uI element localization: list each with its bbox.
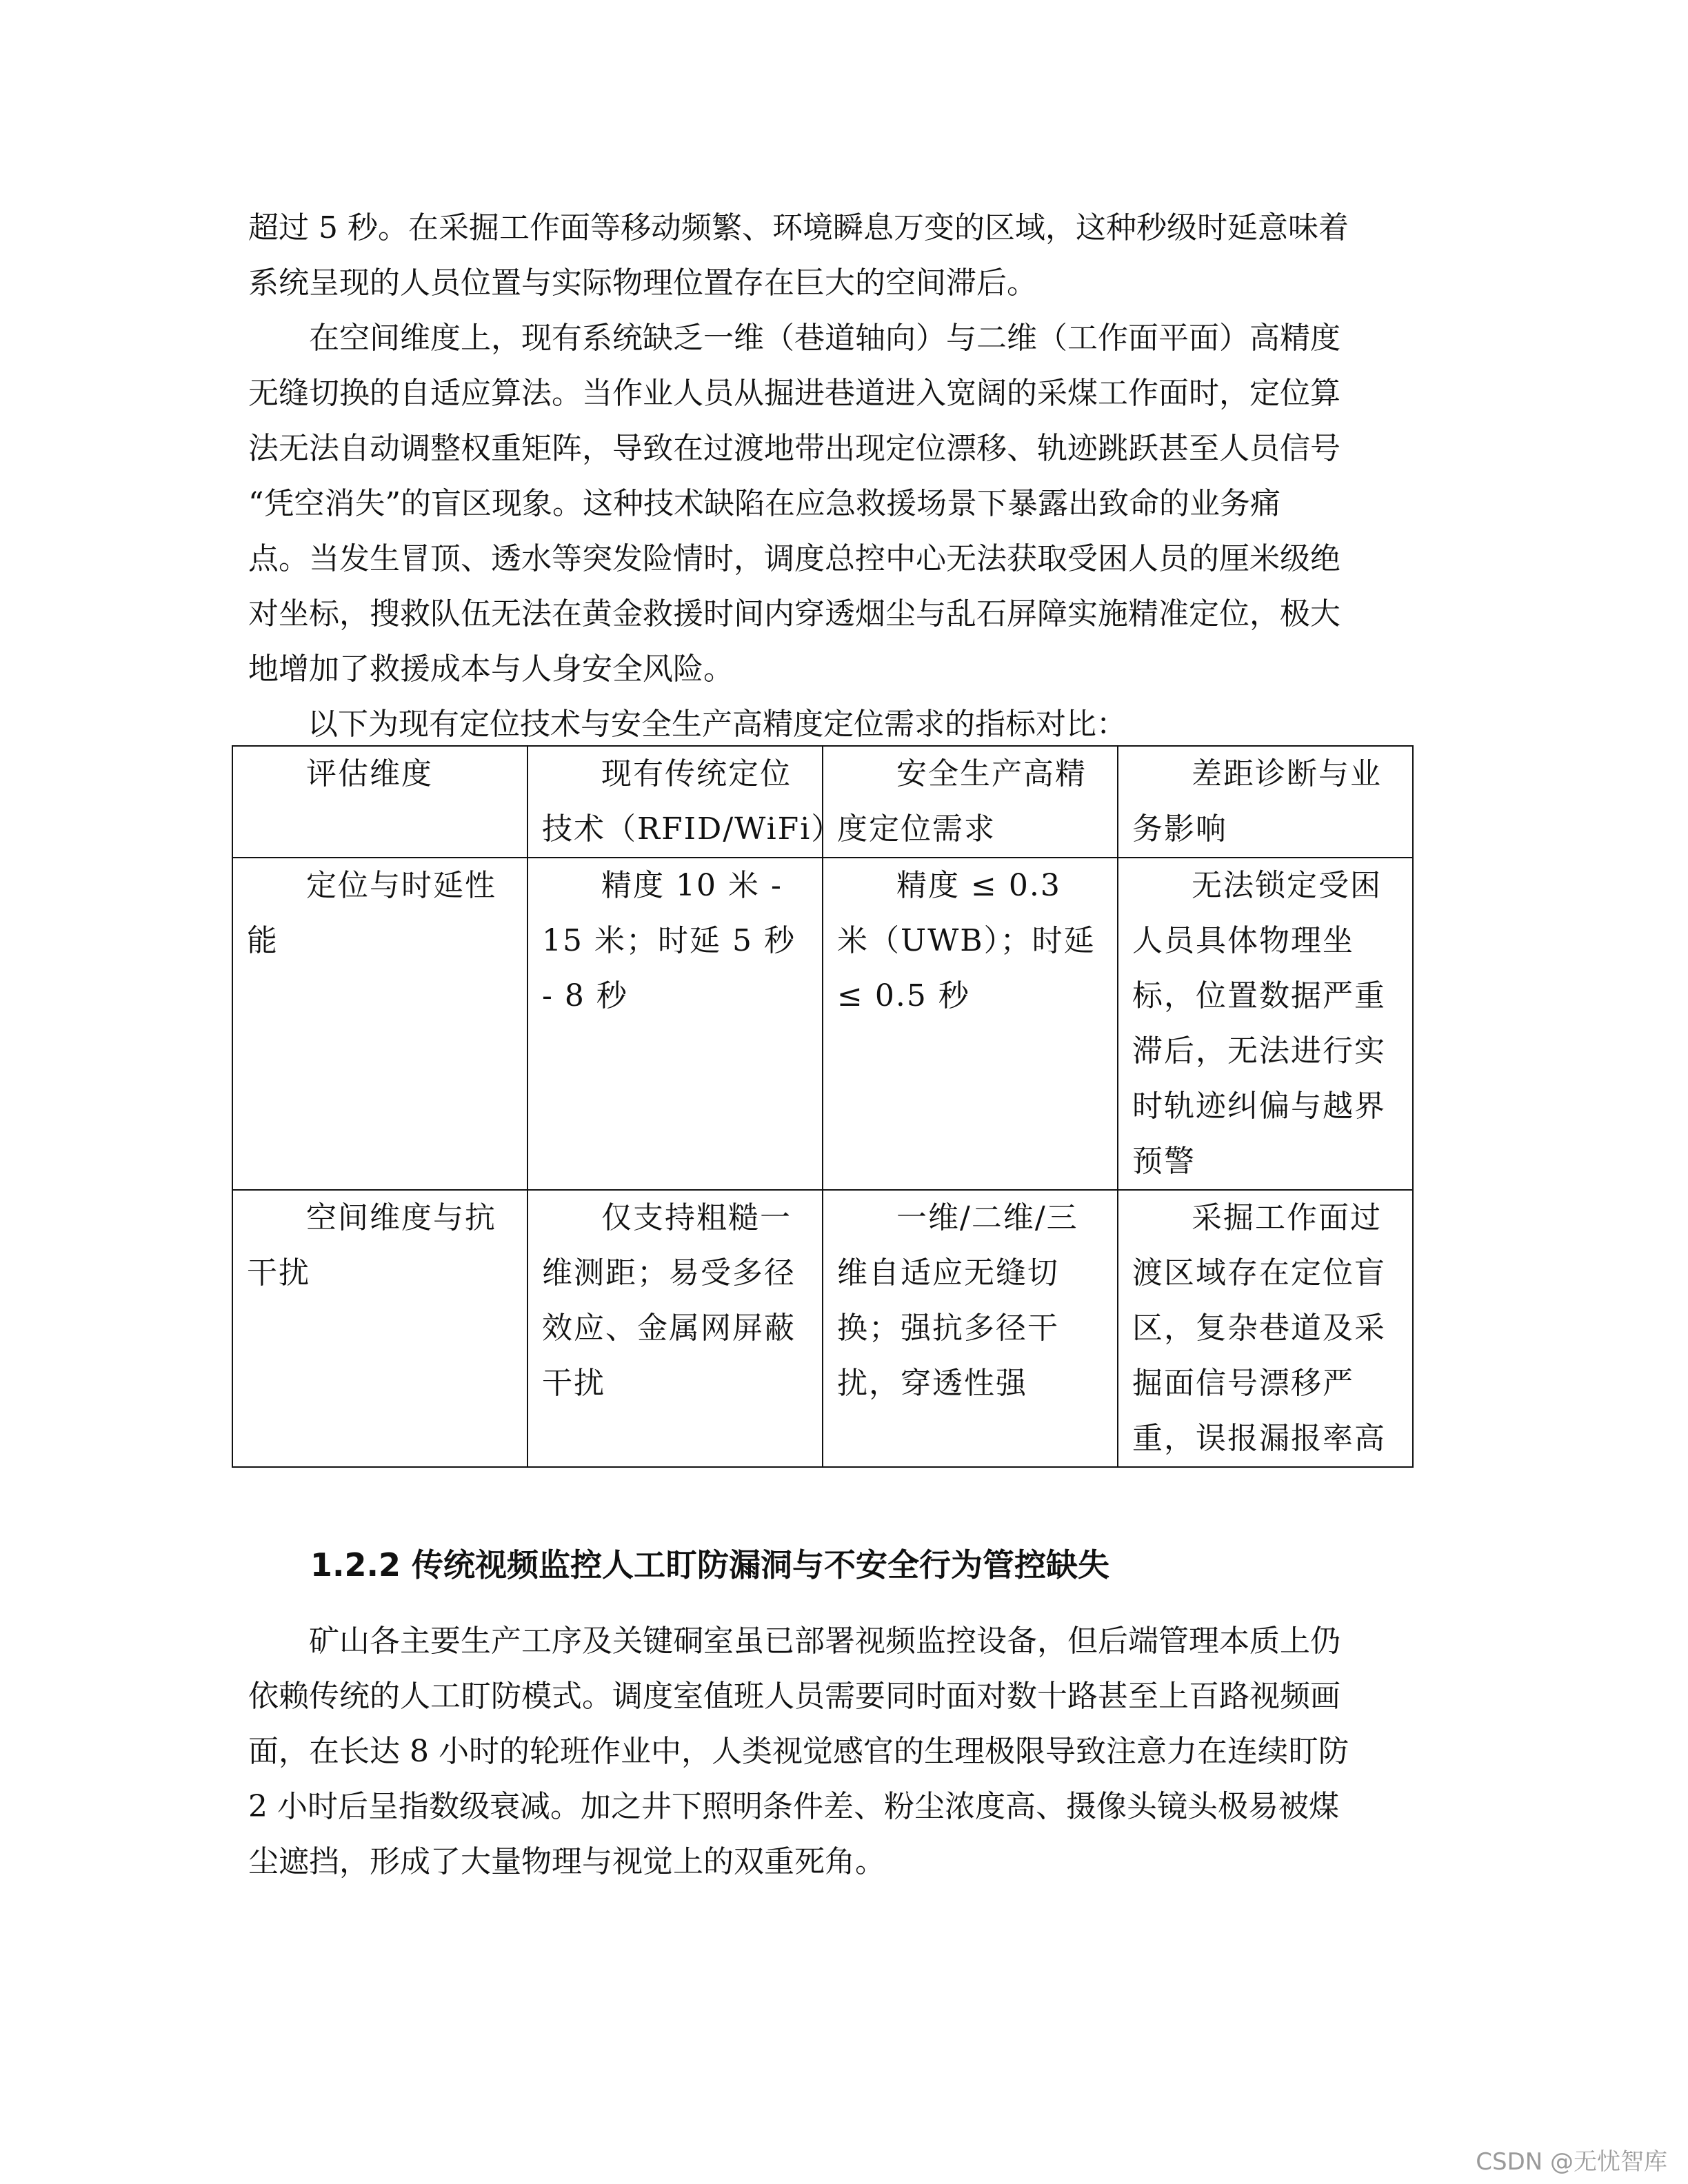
table-row	[232, 1190, 1413, 1467]
paragraph-line: 面，在长达 8 小时的轮班作业中，人类视觉感官的生理极限导致注意力在连续盯防	[248, 1734, 1349, 1769]
header-cell-requirement	[823, 746, 1118, 858]
paragraph-line: 对坐标，搜救队伍无法在黄金救援时间内穿透烟尘与乱石屏障实施精准定位，极大	[248, 596, 1340, 631]
table-intro-text: 以下为现有定位技术与安全生产高精度定位需求的指标对比：	[308, 707, 1127, 742]
cell-text: 精度 ≤ 0.3	[896, 868, 1061, 903]
comparison-table	[232, 745, 1414, 1468]
cell-text: 标，位置数据严重	[1132, 978, 1386, 1013]
table-cell	[528, 858, 823, 1190]
paragraph-2	[248, 311, 1429, 697]
cell-text: 定位与时延性	[306, 868, 496, 903]
paragraph-line: 系统呈现的人员位置与实际物理位置存在巨大的空间滞后。	[248, 265, 1037, 301]
paragraph-line: 法无法自动调整权重矩阵，导致在过渡地带出现定位漂移、轨迹跳跃甚至人员信号	[248, 431, 1340, 466]
paragraph-line: 在空间维度上，现有系统缺乏一维（巷道轴向）与二维（工作面平面）高精度	[309, 321, 1340, 356]
cell-text: - 8 秒	[542, 978, 628, 1013]
table-header-row	[232, 746, 1413, 858]
cell-text: 扰，穿透性强	[837, 1366, 1027, 1401]
paragraph-line: 尘遮挡，形成了大量物理与视觉上的双重死角。	[248, 1844, 885, 1879]
paragraph-line: “凭空消失”的盲区现象。这种技术缺陷在应急救援场景下暴露出致命的业务痛	[248, 486, 1280, 521]
cell-text: 务影响	[1132, 811, 1227, 847]
cell-text: ≤ 0.5 秒	[837, 978, 970, 1013]
cell-text: 米（UWB）；时延	[837, 923, 1096, 958]
cell-text: 度定位需求	[837, 811, 996, 847]
cell-text: 采掘工作面过	[1192, 1200, 1382, 1235]
paragraph-line: 2 小时后呈指数级衰减。加之井下照明条件差、粉尘浓度高、摄像头镜头极易被煤	[248, 1789, 1339, 1824]
table-cell	[823, 858, 1118, 1190]
cell-text: 能	[247, 923, 279, 958]
cell-text: 精度 10 米 -	[601, 868, 783, 903]
cell-text: 安全生产高精	[896, 756, 1087, 791]
header-cell-gap-diagnosis	[1118, 746, 1413, 858]
table-row	[232, 858, 1413, 1190]
table-cell	[528, 1190, 823, 1467]
cell-text: 一维/二维/三	[896, 1200, 1078, 1235]
cell-text: 滞后，无法进行实	[1132, 1033, 1386, 1069]
table-cell	[1118, 858, 1413, 1190]
table-cell	[1118, 1190, 1413, 1467]
cell-text: 干扰	[247, 1255, 310, 1291]
paragraph-3	[248, 1614, 1429, 1890]
table-cell	[823, 1190, 1118, 1467]
cell-text: 维自适应无缝切	[837, 1255, 1059, 1291]
paragraph-line: 依赖传统的人工盯防模式。调度室值班人员需要同时面对数十路甚至上百路视频画	[248, 1679, 1340, 1714]
cell-text: 效应、金属网屏蔽	[542, 1311, 796, 1346]
cell-text: 时轨迹纠偏与越界	[1132, 1089, 1386, 1124]
cell-text: 人员具体物理坐	[1132, 923, 1354, 958]
paragraph-1	[248, 201, 1429, 311]
table-cell	[232, 858, 528, 1190]
table-cell	[232, 1190, 528, 1467]
cell-text: 区，复杂巷道及采	[1132, 1311, 1386, 1346]
cell-text: 仅支持粗糙一	[601, 1200, 792, 1235]
header-cell-existing-tech	[528, 746, 843, 858]
cell-text: 现有传统定位	[601, 756, 792, 791]
cell-text: 评估维度	[306, 756, 433, 791]
cell-text: 空间维度与抗	[306, 1200, 496, 1235]
cell-text: 维测距；易受多径	[542, 1255, 796, 1291]
paragraph-line: 矿山各主要生产工序及关键硐室虽已部署视频监控设备，但后端管理本质上仍	[309, 1624, 1340, 1659]
paragraph-line: 点。当发生冒顶、透水等突发险情时，调度总控中心无法获取受困人员的厘米级绝	[248, 541, 1340, 576]
section-heading: 1.2.2 传统视频监控人工盯防漏洞与不安全行为管控缺失	[310, 1546, 1109, 1584]
cell-text: 干扰	[542, 1366, 605, 1401]
header-cell-dimension	[232, 746, 528, 858]
paragraph-line: 无缝切换的自适应算法。当作业人员从掘进巷道进入宽阔的采煤工作面时，定位算	[248, 376, 1340, 411]
cell-text: 预警	[1132, 1144, 1196, 1179]
cell-text: 差距诊断与业	[1192, 756, 1382, 791]
cell-text: 渡区域存在定位盲	[1132, 1255, 1386, 1291]
paragraph-line: 超过 5 秒。在采掘工作面等移动频繁、环境瞬息万变的区域，这种秒级时延意味着	[248, 210, 1349, 245]
cell-text: 换；强抗多径干	[837, 1311, 1059, 1346]
watermark: CSDN @无忧智库	[1476, 2148, 1667, 2176]
cell-text: 掘面信号漂移严	[1132, 1366, 1354, 1401]
cell-text: 重，误报漏报率高	[1132, 1421, 1386, 1456]
cell-text: 无法锁定受困	[1192, 868, 1382, 903]
paragraph-line: 地增加了救援成本与人身安全风险。	[248, 651, 734, 687]
cell-text: 15 米；时延 5 秒	[542, 923, 796, 958]
cell-text: 技术（RFID/WiFi）	[542, 811, 843, 847]
